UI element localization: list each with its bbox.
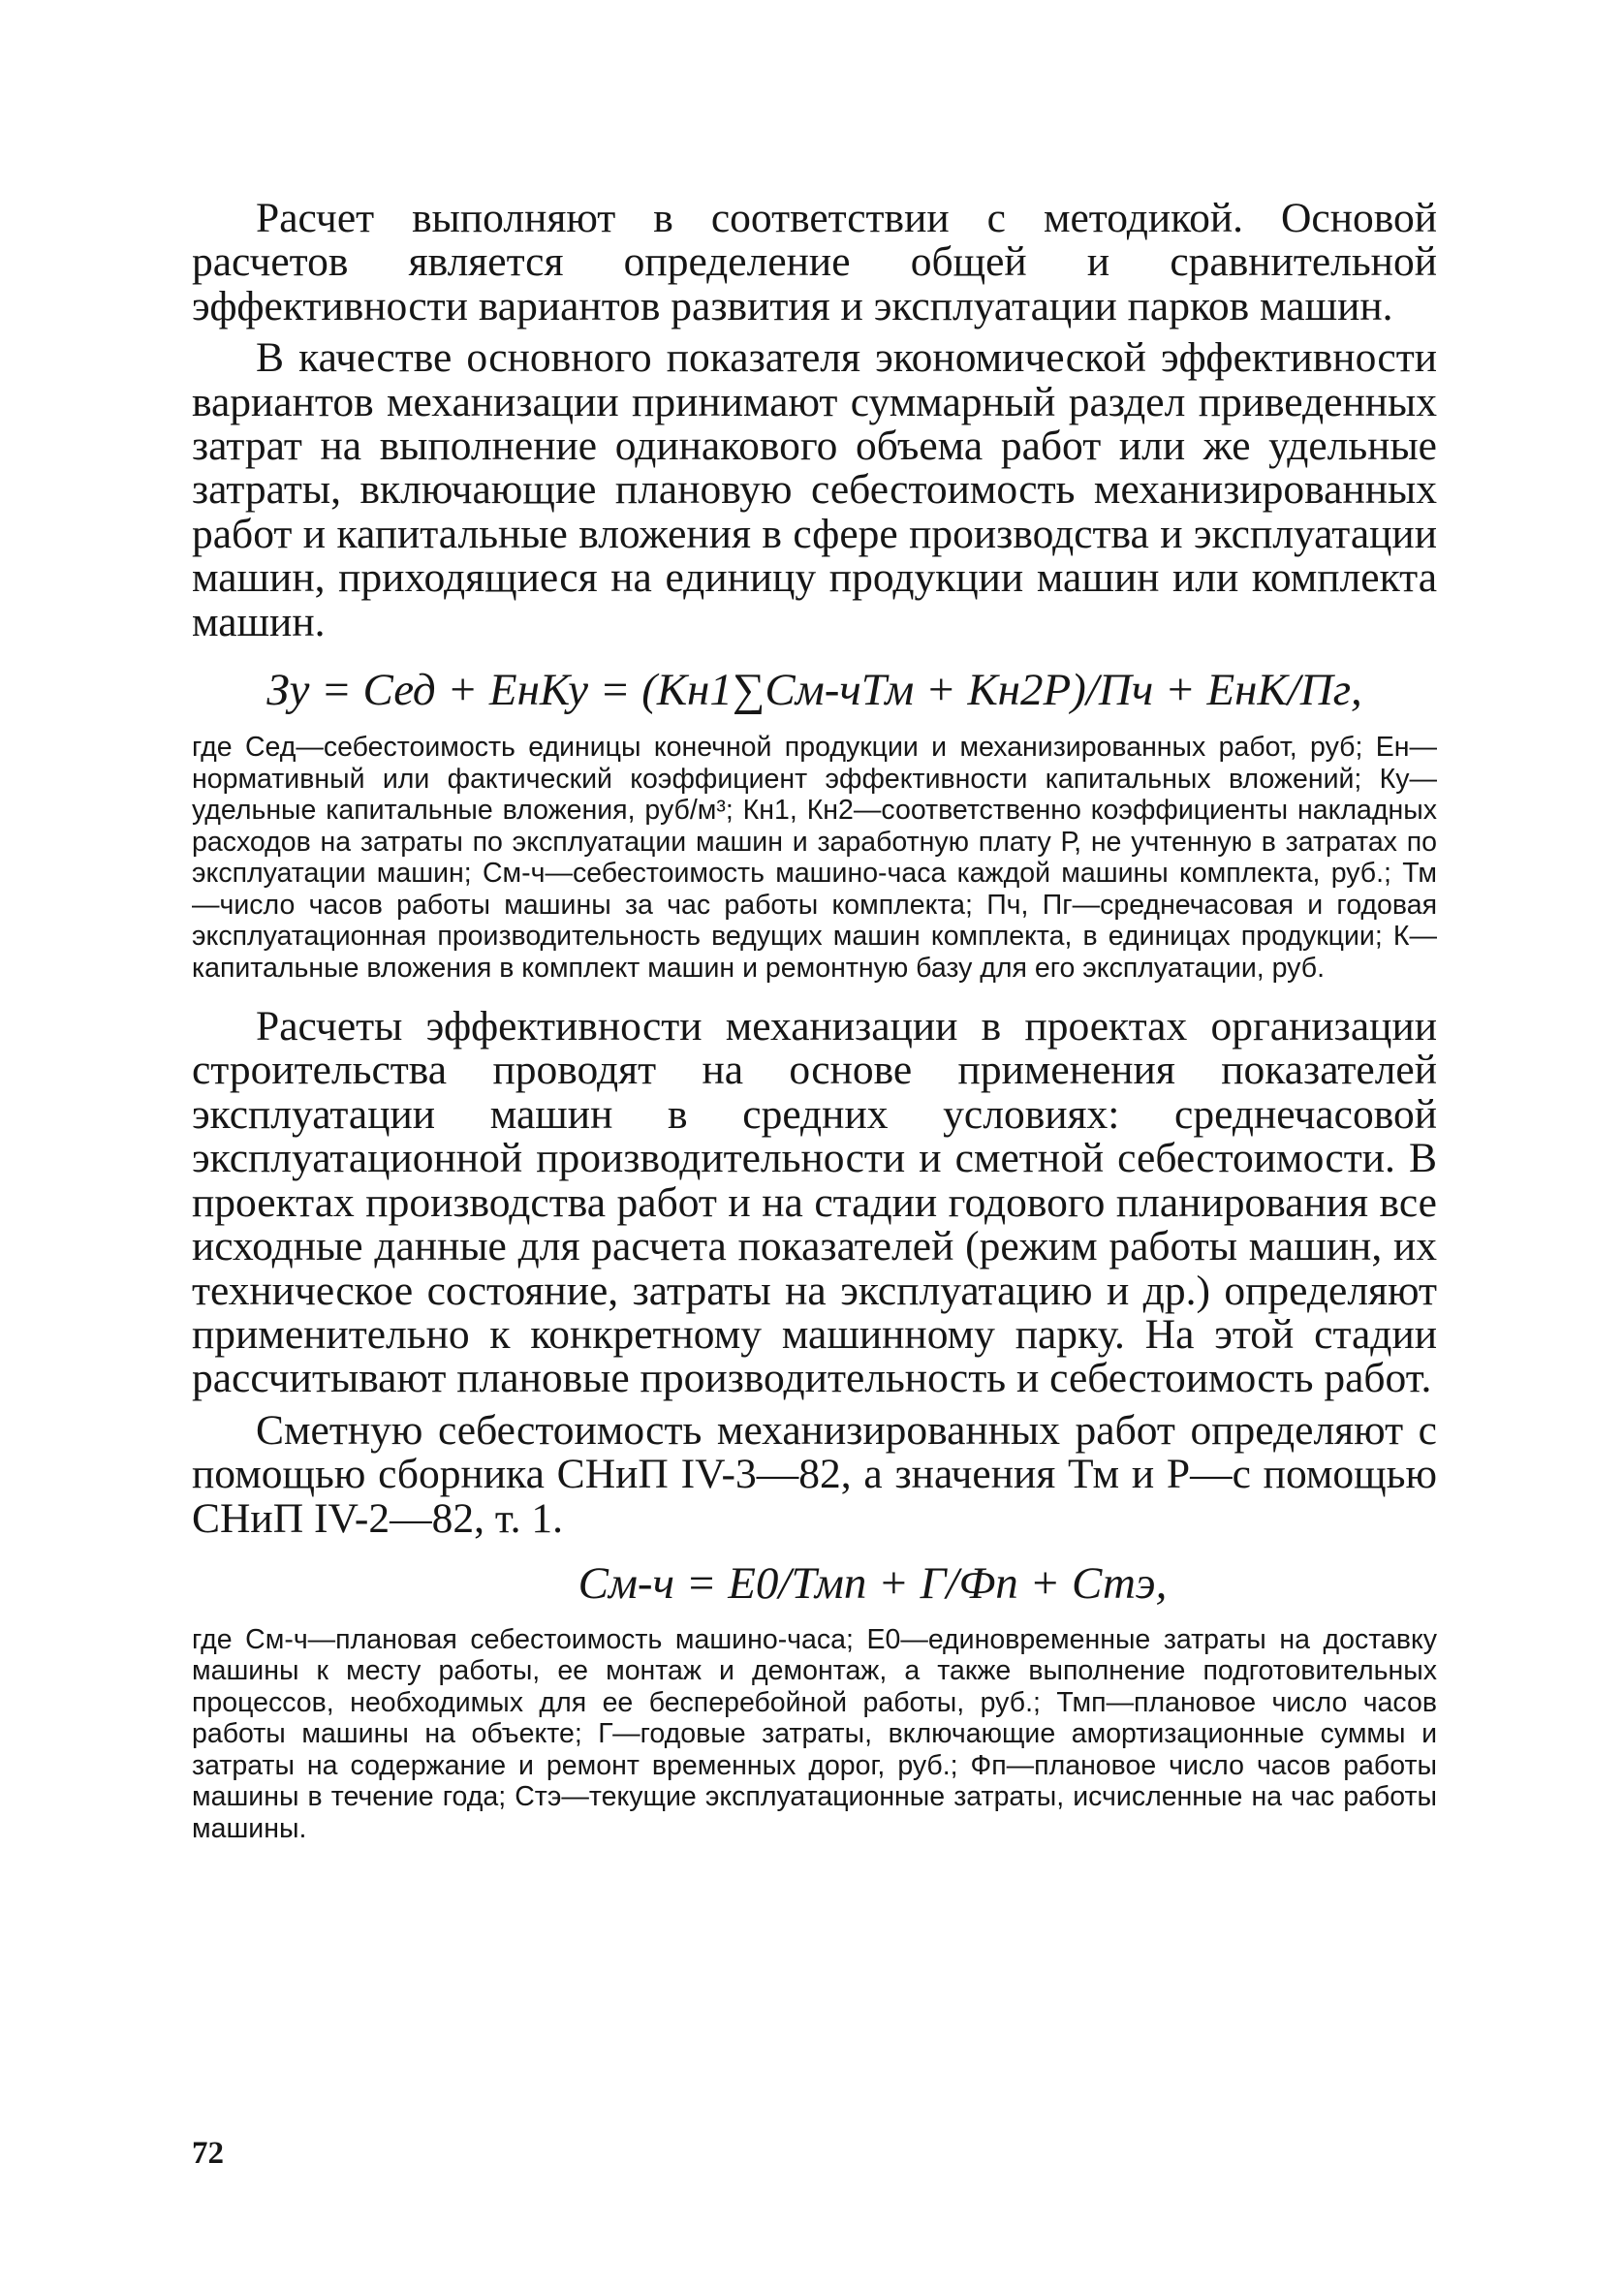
formula-legend-specific-costs: где Сед—себестоимость единицы конечной продукции и механизированных работ, руб; Ен—нормативный или фактический коэффициент эффективности капитальных вложений; Ку—удельные капитальные вложения, руб/м³; Кн1, Кн2—соответственно коэффициенты накладных расходов на затраты по эксплуатации машин и заработную плату Р, не учтенную в затратах по эксплуатации машин; См-ч—себестоимость машино-часа каждой машины комплекта, руб.; Тм—число часов работы машины за час работы комплекта; Пч, Пг—среднечасовая и годовая эксплуатационная производительность ведущих машин комплекта, в единицах продукции; К—капитальные вложения в комплект машин и ремонтную базу для его эксплуатации, руб. [192, 732, 1437, 984]
paragraph-method: Расчет выполняют в соответствии с методикой. Основой расчетов является определение общей и сравнительной эффективности вариантов развития и эксплуатации парков машин. [192, 195, 1437, 329]
formula-legend-machine-hour-cost: где См-ч—плановая себестоимость машино-часа; Е0—единовременные затраты на доставку машины к месту работы, ее монтаж и демонтаж, а также выполнение подготовительных процессов, необходимых для ее бесперебойной работы, руб.; Тмп—плановое число часов работы машины на объекте; Г—годовые затраты, включающие амортизационные суммы и затраты на содержание и ремонт временных дорог, руб.; Фп—плановое число часов работы машины в течение года; Стэ—текущие эксплуатационные затраты, исчисленные на час работы машины. [192, 1623, 1437, 1844]
formula-machine-hour-cost: См-ч = Е0/Тмп + Г/Фп + Стэ, [578, 1557, 1168, 1609]
paragraph-efficiency-indicator: В качестве основного показателя экономической эффективности вариантов механизации принимают суммарный раздел приведенных затрат на выполнение одинакового объема работ или же удельные затраты, включающие плановую себестоимость механизированных работ и капитальные вложения в сфере производства и эксплуатации машин, приходящиеся на единицу продукции машин или комплекта машин. [192, 334, 1437, 645]
paragraph-calculations: Расчеты эффективности механизации в проектах организации строительства проводят на основе применения показателей эксплуатации машин в средних условиях: среднечасовой эксплуатационной производительности и сметной себестоимости. В проектах производства работ и на стадии годового планирования все исходные данные для расчета показателей (режим работы машин, их техническое состояние, затраты на эксплуатацию и др.) определяют применительно к конкретному машинному парку. На этой стадии рассчитывают плановые производительность и себестоимость работ. [192, 1003, 1437, 1402]
paragraph-estimated-cost: Сметную себестоимость механизированных работ определяют с помощью сборника СНиП IV-3—82, а значения Тм и Р—с помощью СНиП IV-2—82, т. 1. [192, 1406, 1437, 1542]
page-text-block [192, 197, 1437, 1844]
page-number: 72 [192, 2136, 224, 2171]
formula-specific-costs: Зу = Сед + ЕнКу = (Кн1∑См-чТм + Кн2Р)/Пч + ЕнК/Пг, [266, 665, 1362, 716]
